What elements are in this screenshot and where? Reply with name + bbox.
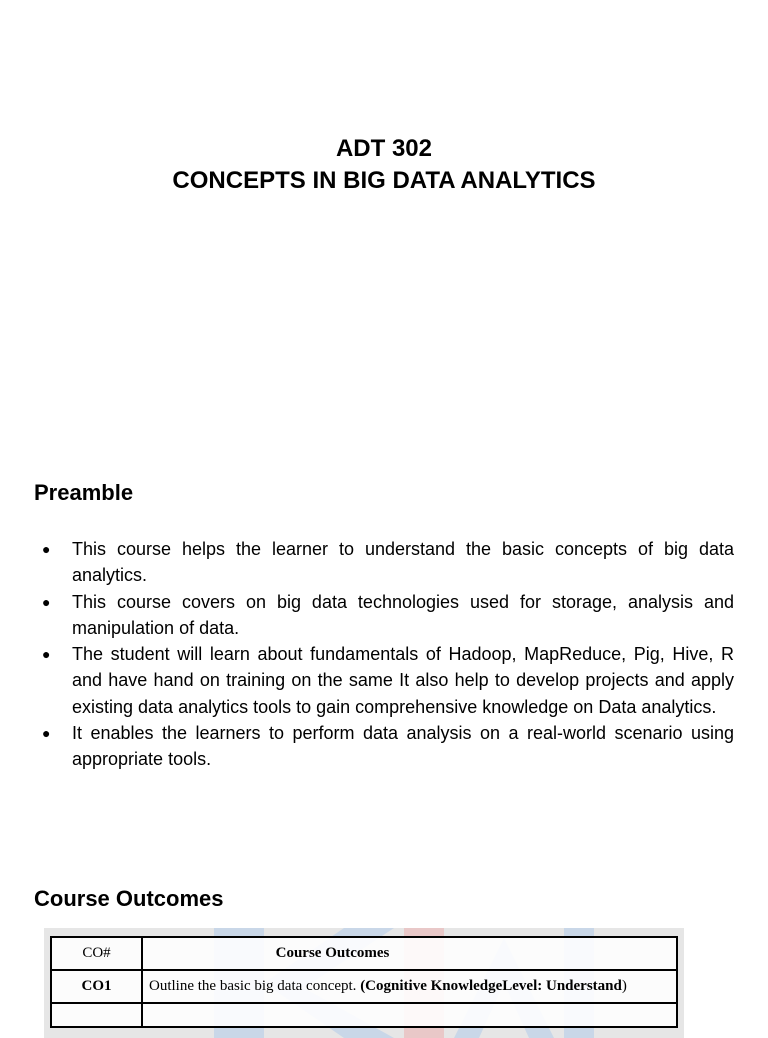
table-header-row (51, 937, 677, 970)
bullet-text: This course helps the learner to understand the basic concepts of big data analytics. (72, 539, 734, 586)
course-outcomes-table (50, 936, 678, 1028)
bullet-text: This course covers on big data technologies used for storage, analysis and manipulation of data. (72, 591, 734, 638)
course-name: CONCEPTS IN BIG DATA ANALYTICS (172, 167, 596, 194)
table-row (51, 970, 677, 1003)
course-outcomes-heading: Course Outcomes (34, 886, 224, 911)
course-code: ADT 302 (335, 135, 433, 162)
bullet-icon: ● (42, 725, 51, 742)
document-title (0, 133, 768, 197)
co-description-cell (142, 1003, 677, 1027)
bullet-text: It enables the learners to perform data analysis on a real-world scenario using appropriate tools. (72, 723, 734, 770)
list-item (34, 536, 734, 589)
bullet-icon: ● (42, 593, 51, 610)
co-description: Outline the basic big data concept. (149, 978, 361, 994)
co-level: (Cognitive KnowledgeLevel: Understand (360, 978, 622, 994)
preamble-list (34, 536, 734, 773)
preamble-heading: Preamble (34, 480, 134, 505)
list-item (34, 589, 734, 642)
bullet-text: The student will learn about fundamentals of Hadoop, MapReduce, Pig, Hive, R and have hand on training on the same It also help to develop projects and apply existing data analytics tools to gain comprehensive knowledge on Data analytics. (72, 644, 734, 717)
co-id-cell (51, 1003, 142, 1027)
co-description-cell (142, 970, 677, 1003)
table-row (51, 1003, 677, 1027)
co-id-cell: CO1 (51, 970, 142, 1003)
column-header-course-outcomes: Course Outcomes (142, 937, 677, 970)
bullet-icon: ● (42, 646, 51, 663)
list-item (34, 641, 734, 720)
course-outcomes-table-frame (44, 928, 684, 1038)
list-item (34, 720, 734, 773)
column-header-co-number: CO# (51, 937, 142, 970)
bullet-icon: ● (42, 541, 51, 557)
co-level-close: ) (621, 978, 627, 994)
